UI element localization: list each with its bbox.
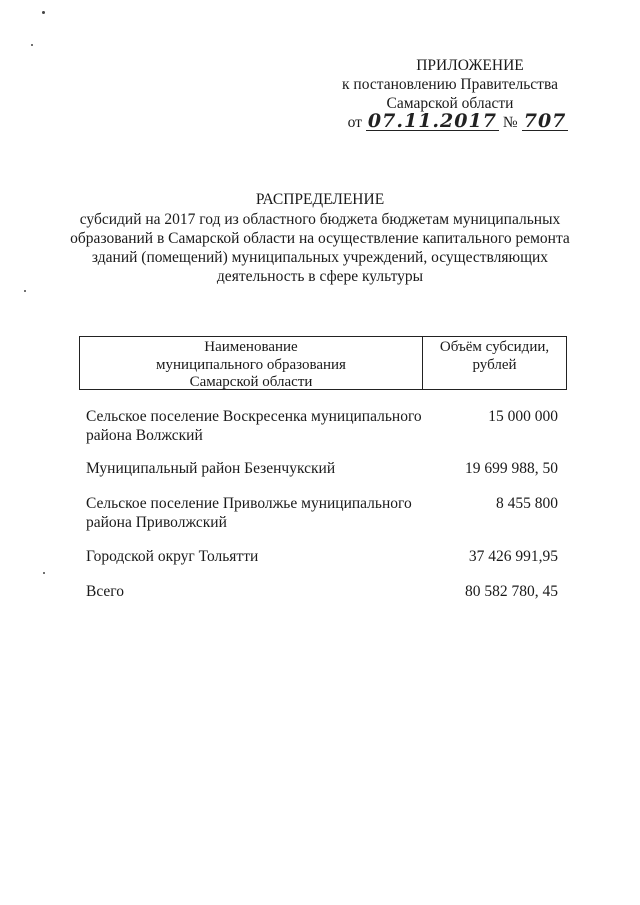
- header-line: муниципального образования: [156, 356, 346, 373]
- name-line: Сельское поселение Приволжье муниципального: [86, 495, 412, 512]
- municipality-name: [86, 407, 426, 445]
- subsidy-amount: 19 699 988, 50: [465, 460, 558, 477]
- header-line: Наименование: [204, 339, 298, 355]
- subtitle-line: субсидий на 2017 год из областного бюджета бюджетам муниципальных: [79, 211, 561, 228]
- header-line: Объём субсидии,: [439, 339, 550, 355]
- subsidy-amount: 37 426 991,95: [468, 548, 558, 565]
- appendix-line-1: к постановлению Правительства: [342, 76, 558, 93]
- municipality-name: [86, 494, 426, 532]
- scan-speck: [42, 11, 45, 14]
- total-label: [86, 582, 426, 601]
- municipality-name: [86, 459, 426, 478]
- total-amount: 80 582 780, 45: [465, 583, 558, 600]
- subtitle-line: зданий (помещений) муниципальных учреждений, осуществляющих: [91, 249, 549, 266]
- date-prefix: от: [347, 114, 362, 131]
- municipality-name: [86, 547, 426, 566]
- subsidy-amount: 8 455 800: [496, 495, 558, 512]
- header-line: рублей: [472, 356, 517, 373]
- document-subtitle: [50, 210, 590, 286]
- handwritten-date: 07.11.2017: [367, 110, 497, 132]
- column-header-name: [80, 337, 423, 389]
- number-prefix: №: [502, 114, 518, 131]
- scan-speck: [24, 290, 26, 292]
- scan-speck: [43, 572, 45, 574]
- name-line: Городской округ Тольятти: [86, 548, 259, 565]
- name-line: Муниципальный район Безенчукский: [86, 460, 336, 477]
- appendix-block: [300, 56, 600, 132]
- column-header-amount: [423, 337, 566, 389]
- name-line: Сельское поселение Воскресенка муниципального: [86, 408, 422, 425]
- appendix-caption: ПРИЛОЖЕНИЕ: [416, 57, 524, 74]
- subtitle-line: образований в Самарской области на осуществление капитального ремонта: [70, 230, 570, 247]
- appendix-date-line: [308, 110, 608, 132]
- subsidy-amount: 15 000 000: [488, 408, 558, 425]
- name-line: района Волжский: [86, 427, 203, 444]
- name-line: района Приволжский: [86, 514, 227, 531]
- table-header: [79, 336, 567, 390]
- handwritten-number: 707: [523, 110, 567, 132]
- document-heading: [50, 190, 590, 286]
- scan-speck: [31, 44, 33, 46]
- appendix-line-2: Самарской области: [386, 95, 514, 112]
- subtitle-line: деятельность в сфере культуры: [216, 268, 424, 285]
- name-line: Всего: [86, 583, 125, 600]
- document-title: РАСПРЕДЕЛЕНИЕ: [255, 191, 385, 208]
- header-line: Самарской области: [189, 374, 313, 390]
